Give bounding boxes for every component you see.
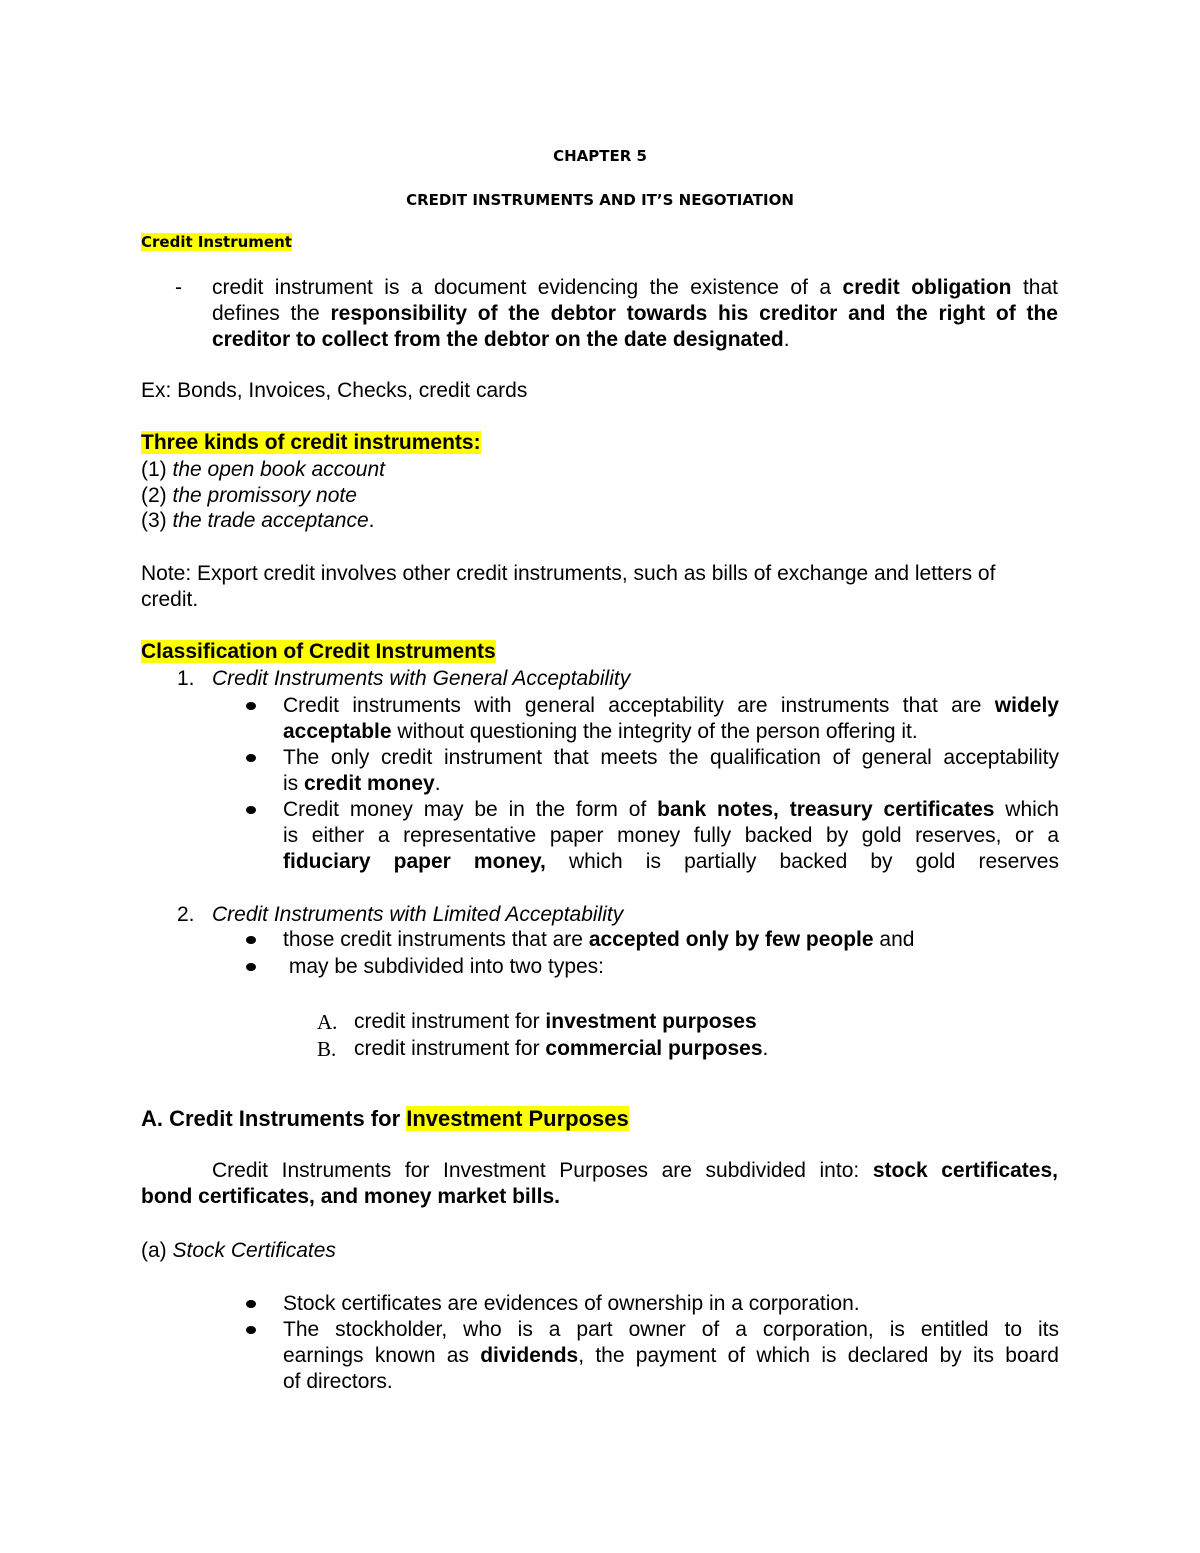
credit-instrument-heading: Credit Instrument bbox=[141, 233, 292, 251]
definition-paragraph: credit instrument is a document evidencing the existence of a credit obligation that defines the responsibility of the debtor towards his creditor and the right of the creditor to collect from the debtor on the date designated. bbox=[212, 276, 1058, 351]
example-line: Ex: Bonds, Invoices, Checks, credit cards bbox=[141, 379, 528, 402]
bullet-line: those credit instruments that are accepted only by few people and bbox=[283, 928, 915, 951]
bullet-icon bbox=[246, 702, 256, 710]
class-1-title: Credit Instruments with General Acceptability bbox=[212, 667, 631, 690]
bullet-paragraph: Credit money may be in the form of bank notes, treasury certificates which is either a representative paper money fully backed by gold reserves, or a fiduciary paper money, which is partially backed by gold reserves bbox=[283, 798, 1059, 873]
kinds-heading: Three kinds of credit instruments: bbox=[141, 431, 481, 454]
note-line-1: Note: Export credit involves other credit instruments, such as bills of exchange and letters of bbox=[141, 562, 996, 585]
type-b-text: credit instrument for commercial purposes. bbox=[354, 1037, 769, 1060]
section-a-paragraph: Credit Instruments for Investment Purposes are subdivided into: stock certificates, bond certificates, and money market bills. bbox=[141, 1159, 1058, 1208]
type-b-letter: B. bbox=[317, 1037, 337, 1061]
bullet-icon bbox=[246, 806, 256, 814]
bullet-icon bbox=[246, 1326, 256, 1334]
bullet-paragraph: Credit instruments with general acceptability are instruments that are widely acceptable without questioning the integrity of the person offering it. bbox=[283, 694, 1059, 743]
bullet-icon bbox=[246, 1300, 256, 1308]
bullet-line: may be subdivided into two types: bbox=[283, 955, 605, 978]
stock-certificates-heading: (a) Stock Certificates bbox=[141, 1239, 336, 1262]
section-a-heading: A. Credit Instruments for Investment Purposes bbox=[141, 1106, 629, 1131]
type-a-letter: A. bbox=[317, 1010, 338, 1034]
dash-marker: - bbox=[175, 276, 182, 299]
bullet-icon bbox=[246, 936, 256, 944]
list-item: (2) the promissory note bbox=[141, 484, 357, 507]
bullet-icon bbox=[246, 963, 256, 971]
list-item: (3) the trade acceptance. bbox=[141, 509, 375, 532]
class-1-number: 1. bbox=[177, 667, 195, 690]
list-item: (1) the open book account bbox=[141, 458, 386, 481]
bullet-icon bbox=[246, 754, 256, 762]
note-line-2: credit. bbox=[141, 588, 199, 611]
class-2-number: 2. bbox=[177, 903, 195, 926]
type-a-text: credit instrument for investment purposes bbox=[354, 1010, 757, 1033]
chapter-label: CHAPTER 5 bbox=[553, 147, 647, 165]
bullet-paragraph: The stockholder, who is a part owner of a corporation, is entitled to its earnings known as dividends, the payment of which is declared by its board of directors. bbox=[283, 1318, 1059, 1393]
class-2-title: Credit Instruments with Limited Acceptability bbox=[212, 903, 624, 926]
chapter-title: CREDIT INSTRUMENTS AND IT’S NEGOTIATION bbox=[406, 191, 794, 209]
bullet-paragraph: The only credit instrument that meets the qualification of general acceptability is credit money. bbox=[283, 746, 1059, 795]
classification-heading: Classification of Credit Instruments bbox=[141, 640, 496, 663]
bullet-line: Stock certificates are evidences of ownership in a corporation. bbox=[283, 1292, 860, 1315]
